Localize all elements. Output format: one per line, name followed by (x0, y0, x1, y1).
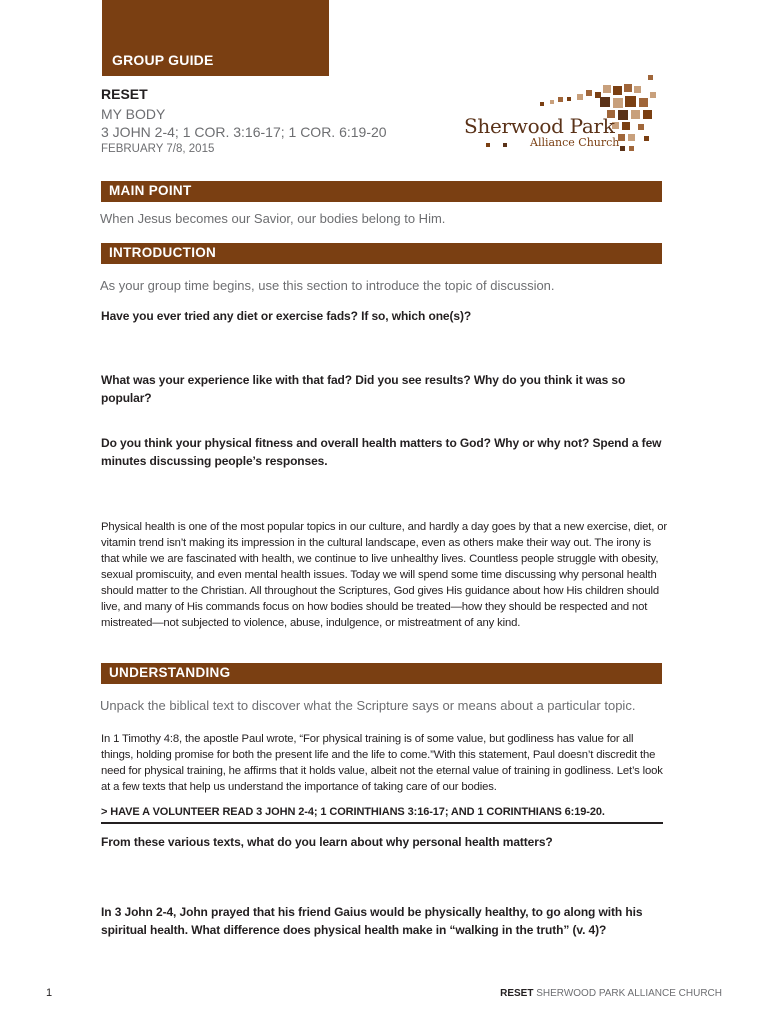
topic-title: MY BODY (101, 106, 166, 122)
discussion-question: Do you think your physical fitness and overall health matters to God? Why or why not? Spend a few minutes discussing people’s responses. (101, 436, 662, 468)
main-point-heading: MAIN POINT (109, 183, 192, 198)
discussion-question: In 3 John 2-4, John prayed that his friend Gaius would be physically healthy, to go along with his spiritual health. What difference does physical health make in “walking in the truth” (v. 4)? (101, 905, 643, 937)
series-title: RESET (101, 86, 148, 102)
discussion-question: What was your experience like with that fad? Did you see results? Why do you think it was so popular? (101, 373, 626, 405)
understanding-heading: UNDERSTANDING (109, 665, 231, 680)
date: FEBRUARY 7/8, 2015 (101, 143, 215, 155)
understanding-intro: Unpack the biblical text to discover what the Scripture says or means about a particular topic. (100, 698, 636, 713)
footer-series: RESET (500, 988, 534, 999)
main-point-header (101, 181, 662, 202)
footer (500, 988, 722, 999)
discussion-question: Have you ever tried any diet or exercise fads? If so, which one(s)? (101, 309, 472, 323)
volunteer-instruction: > HAVE A VOLUNTEER READ 3 JOHN 2-4; 1 CORINTHIANS 3:16-17; AND 1 CORINTHIANS 6:19-20. (101, 806, 605, 818)
understanding-paragraph: In 1 Timothy 4:8, the apostle Paul wrote, “For physical training is of some value, but godliness has value for all things, holding promise for both the present life and the life to come.”With this statement, Paul doesn’t discredit the need for physical training, he affirms that it holds value, albeit not the eternal value of training in godliness. Let’s look at a few texts that help us understand the importance of taking care of our bodies. (101, 733, 663, 793)
page-number: 1 (46, 987, 53, 999)
main-point-text: When Jesus becomes our Savior, our bodies belong to Him. (100, 211, 446, 226)
understanding-header (101, 663, 662, 684)
introduction-paragraph: Physical health is one of the most popular topics in our culture, and hardly a day goes by that a new exercise, diet, or vitamin trend isn’t making its impression in the cultural landscape, even as others make their way out. The irony is that while we are fascinated with health, we continue to live unhealthy lives. Countless people struggle with obesity, sexual promiscuity, and even mental health issues. Today we will spend some time discussing why personal health should matter to the Christian. All throughout the Scriptures, God gives His guidance about how His children should live, and many of His commands focus on how bodies should be treated—how they should be respected and not mistreated—not subjected to violence, abuse, indulgence, or mistreatment of any kind. (101, 521, 668, 629)
group-guide-label: GROUP GUIDE (112, 52, 214, 68)
introduction-intro: As your group time begins, use this section to introduce the topic of discussion. (100, 278, 555, 293)
church-logo (462, 72, 667, 158)
introduction-header (101, 243, 662, 264)
introduction-heading: INTRODUCTION (109, 245, 217, 260)
discussion-question: From these various texts, what do you learn about why personal health matters? (101, 835, 553, 849)
group-guide-tab (102, 0, 329, 76)
scripture-reference: 3 JOHN 2-4; 1 COR. 3:16-17; 1 COR. 6:19-20 (101, 124, 387, 140)
logo-name: Sherwood Park (464, 114, 615, 138)
footer-church: SHERWOOD PARK ALLIANCE CHURCH (536, 988, 722, 999)
logo-subtitle: Alliance Church (530, 136, 620, 149)
title-block (101, 86, 387, 155)
divider (101, 822, 663, 824)
